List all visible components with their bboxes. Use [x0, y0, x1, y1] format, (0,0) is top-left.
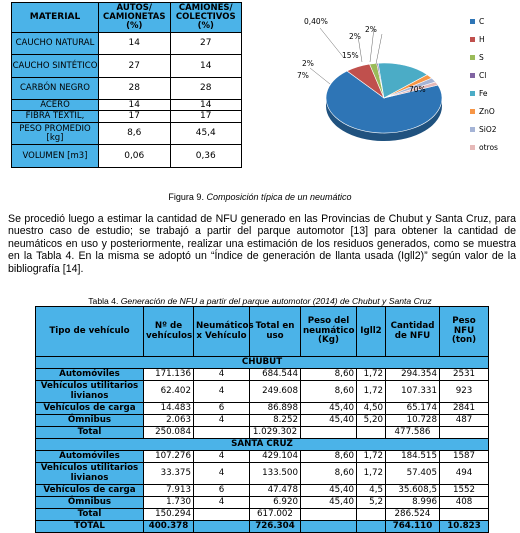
vehicle-type: Automóviles: [36, 451, 144, 463]
vehicle-type: Ómnibus: [36, 415, 144, 427]
legend-swatch: [470, 37, 475, 42]
nfu-quantity: 8.996: [386, 497, 440, 509]
vehicle-type: Automóviles: [36, 369, 144, 381]
material-autos-value: 8,6: [99, 123, 171, 145]
empty-cell: [440, 509, 489, 521]
nfu-quantity: 35.608,5: [386, 485, 440, 497]
igll2-value: 4,5: [357, 485, 386, 497]
material-camiones-value: 17: [170, 111, 242, 123]
material-name: VOLUMEN [m3]: [12, 145, 99, 168]
header-camiones-text: CAMIONES/ COLECTIVOS (%): [175, 3, 236, 31]
empty-cell: [194, 427, 250, 439]
header-camiones: [170, 3, 242, 33]
legend-label: otros: [479, 142, 498, 152]
pie-data-label-fe: 15%: [342, 51, 359, 60]
section-header-row: [36, 357, 489, 369]
nfu-quantity: 184.515: [386, 451, 440, 463]
vehicle-count: 14.483: [144, 403, 194, 415]
tires-per-vehicle: 6: [194, 485, 250, 497]
empty-cell: [357, 521, 386, 533]
total-in-use: 429.104: [250, 451, 301, 463]
legend-swatch: [470, 19, 475, 24]
material-name: FIBRA TEXTIL,: [12, 111, 99, 123]
legend-label: Cl: [479, 70, 487, 80]
col-peso: Peso del neumático (Kg): [301, 307, 357, 357]
total-in-use: 1.029.302: [250, 427, 301, 439]
vehicle-count: 7.913: [144, 485, 194, 497]
total-in-use: 8.252: [250, 415, 301, 427]
header-autos-text: AUTOS/ CAMIONETAS (%): [103, 3, 166, 31]
empty-cell: [301, 521, 357, 533]
legend-item-c: [470, 12, 518, 30]
header-autos: [99, 3, 171, 33]
tire-weight: 8,60: [301, 381, 357, 403]
table-row: [36, 485, 489, 497]
legend-swatch: [470, 73, 475, 78]
grand-total-label: TOTAL: [36, 521, 144, 533]
tire-weight: 8,60: [301, 463, 357, 485]
legend-item-fe: [470, 84, 518, 102]
total-in-use: 617.002: [250, 509, 301, 521]
legend-swatch: [470, 55, 475, 60]
material-name: PESO PROMEDIO [kg]: [12, 123, 99, 145]
grand-total-weight: 10.823: [440, 521, 489, 533]
legend-swatch: [470, 109, 475, 114]
grand-total-nfu: 764.110: [386, 521, 440, 533]
material-camiones-value: 0,36: [170, 145, 242, 168]
total-label: Total: [36, 509, 144, 521]
tires-per-vehicle: 6: [194, 403, 250, 415]
igll2-value: 1,72: [357, 369, 386, 381]
total-in-use: 249.608: [250, 381, 301, 403]
material-camiones-value: 45,4: [170, 123, 242, 145]
vehicle-count: 62.402: [144, 381, 194, 403]
total-nfu-quantity: 286.524: [386, 509, 440, 521]
empty-cell: [301, 509, 357, 521]
material-row: [12, 100, 242, 111]
pie-data-label-h: 7%: [297, 71, 309, 80]
table-caption-prefix: Tabla 4.: [88, 296, 119, 306]
tire-weight: 8,60: [301, 369, 357, 381]
material-row: [12, 123, 242, 145]
pie-data-label-zno: 2%: [349, 32, 361, 41]
legend-item-h: [470, 30, 518, 48]
total-vehicle-count: 250.084: [144, 427, 194, 439]
legend-swatch: [470, 145, 475, 150]
vehicle-count: 33.375: [144, 463, 194, 485]
legend-label: H: [479, 34, 485, 44]
empty-cell: [301, 427, 357, 439]
material-row: [12, 145, 242, 168]
vehicle-type: Vehículos de carga: [36, 485, 144, 497]
tires-per-vehicle: 4: [194, 369, 250, 381]
total-label: Total: [36, 427, 144, 439]
nfu-weight: 1552: [440, 485, 489, 497]
pie-leader-line: [320, 28, 344, 58]
material-row: [12, 55, 242, 78]
total-nfu-quantity: 477.586: [386, 427, 440, 439]
section-header-row: [36, 439, 489, 451]
table-row: [36, 381, 489, 403]
section-total-row: [36, 427, 489, 439]
tires-per-vehicle: 4: [194, 451, 250, 463]
igll2-value: 1,72: [357, 451, 386, 463]
grand-total-in-use: 726.304: [250, 521, 301, 533]
legend-label: C: [479, 16, 485, 26]
material-autos-value: 28: [99, 78, 171, 100]
nfu-quantity: 65.174: [386, 403, 440, 415]
material-autos-value: 14: [99, 100, 171, 111]
legend-item-sio2: [470, 120, 518, 138]
total-in-use: 86.898: [250, 403, 301, 415]
material-name: ACERO: [12, 100, 99, 111]
material-autos-value: 14: [99, 33, 171, 55]
legend-item-s: [470, 48, 518, 66]
material-name: CAUCHO NATURAL: [12, 33, 99, 55]
empty-cell: [194, 509, 250, 521]
material-row: [12, 111, 242, 123]
col-igll2: Igll2: [357, 307, 386, 357]
igll2-value: 4,50: [357, 403, 386, 415]
legend-label: SiO2: [479, 124, 497, 134]
pie-leader-line: [376, 34, 382, 64]
table-row: [36, 403, 489, 415]
tire-weight: 45,40: [301, 485, 357, 497]
section-title: SANTA CRUZ: [36, 439, 489, 451]
material-name: CARBÓN NEGRO: [12, 78, 99, 100]
total-in-use: 133.500: [250, 463, 301, 485]
figure-caption: [0, 192, 520, 202]
material-autos-value: 27: [99, 55, 171, 78]
legend-item-cl: [470, 66, 518, 84]
grand-total-vehicles: 400.378: [144, 521, 194, 533]
material-camiones-value: 14: [170, 100, 242, 111]
figure-caption-prefix: Figura 9.: [168, 192, 204, 202]
legend-label: S: [479, 52, 484, 62]
table-row: [36, 497, 489, 509]
section-total-row: [36, 509, 489, 521]
col-peso-nfu: Peso NFU (ton): [440, 307, 489, 357]
nfu-quantity: 10.728: [386, 415, 440, 427]
legend-label: Fe: [479, 88, 488, 98]
table-caption-title: Generación de NFU a partir del parque automotor (2014) de Chubut y Santa Cruz: [120, 296, 432, 306]
total-vehicle-count: 150.294: [144, 509, 194, 521]
pie-data-label-sio2: 2%: [365, 25, 377, 34]
tire-weight: 45,40: [301, 403, 357, 415]
vehicle-count: 171.136: [144, 369, 194, 381]
col-neumaticos: Neumáticos x Vehículo: [194, 307, 250, 357]
figure-caption-title: Composición típica de un neumático: [206, 192, 352, 202]
tires-per-vehicle: 4: [194, 497, 250, 509]
table-row: [36, 415, 489, 427]
material-camiones-value: 14: [170, 55, 242, 78]
col-tipo: Tipo de vehículo: [36, 307, 144, 357]
tires-per-vehicle: 4: [194, 415, 250, 427]
igll2-value: 5,2: [357, 497, 386, 509]
col-cantidad: Cantidad de NFU: [386, 307, 440, 357]
table-row: [36, 451, 489, 463]
material-camiones-value: 28: [170, 78, 242, 100]
igll2-value: 1,72: [357, 463, 386, 485]
vehicle-count: 1.730: [144, 497, 194, 509]
col-n-vehiculos: Nº de vehículos: [144, 307, 194, 357]
pie-data-label-s: 2%: [302, 59, 314, 68]
legend-swatch: [470, 91, 475, 96]
table-caption: [0, 296, 520, 306]
nfu-quantity: 107.331: [386, 381, 440, 403]
tire-weight: 45,40: [301, 415, 357, 427]
tire-weight: 8,60: [301, 451, 357, 463]
empty-cell: [440, 427, 489, 439]
material-autos-value: 0,06: [99, 145, 171, 168]
tires-per-vehicle: 4: [194, 381, 250, 403]
tires-per-vehicle: 4: [194, 463, 250, 485]
material-camiones-value: 27: [170, 33, 242, 55]
material-name: CAUCHO SINTÉTICO: [12, 55, 99, 78]
vehicle-count: 107.276: [144, 451, 194, 463]
vehicle-type: Vehículos utilitarios livianos: [36, 381, 144, 403]
vehicle-count: 2.063: [144, 415, 194, 427]
igll2-value: 1,72: [357, 381, 386, 403]
material-autos-value: 17: [99, 111, 171, 123]
col-total-uso: Total en uso: [250, 307, 301, 357]
tire-weight: 45,40: [301, 497, 357, 509]
nfu-weight: 494: [440, 463, 489, 485]
table-row: [36, 369, 489, 381]
body-paragraph: Se procedió luego a estimar la cantidad de NFU generado en las Provincias de Chubut y Santa Cruz, para nuestro caso de estudio; se trabajó a partir del parque automotor [13] para obtener la cantidad de neumáticos en uso y posteriormente, realizar una estimación de los residuos generados, como se muestra en la Tabla 4. En la misma se adoptó un “Índice de generación de llanta usada (Igll2)” según valor de la bibliografía [14].: [8, 213, 516, 275]
nfu-weight: 408: [440, 497, 489, 509]
material-composition-table: [11, 2, 242, 168]
nfu-quantity: 57.405: [386, 463, 440, 485]
empty-cell: [357, 509, 386, 521]
legend-swatch: [470, 127, 475, 132]
nfu-weight: 1587: [440, 451, 489, 463]
legend-item-zno: [470, 102, 518, 120]
nfu-weight: 487: [440, 415, 489, 427]
nfu-weight: 923: [440, 381, 489, 403]
nfu-weight: 2531: [440, 369, 489, 381]
pie-legend: [470, 12, 518, 156]
legend-item-otros: [470, 138, 518, 156]
material-row: [12, 78, 242, 100]
nfu-weight: 2841: [440, 403, 489, 415]
grand-total-row: [36, 521, 489, 533]
empty-cell: [357, 427, 386, 439]
pie-data-label-c: 70%: [409, 85, 426, 94]
pie-leader-line: [310, 68, 330, 84]
table-row: [36, 463, 489, 485]
total-in-use: 47.478: [250, 485, 301, 497]
pie-data-label-cl: 0,40%: [304, 17, 328, 26]
material-row: [12, 33, 242, 55]
tire-composition-pie-chart: [284, 6, 464, 176]
empty-cell: [194, 521, 250, 533]
nfu-generation-table: [35, 306, 489, 533]
vehicle-type: Vehículos utilitarios livianos: [36, 463, 144, 485]
vehicle-type: Vehículos de carga: [36, 403, 144, 415]
vehicle-type: Ómnibus: [36, 497, 144, 509]
total-in-use: 6.920: [250, 497, 301, 509]
total-in-use: 684.544: [250, 369, 301, 381]
legend-label: ZnO: [479, 106, 495, 116]
header-material: MATERIAL: [12, 3, 99, 33]
nfu-quantity: 294.354: [386, 369, 440, 381]
section-title: CHUBUT: [36, 357, 489, 369]
igll2-value: 5,20: [357, 415, 386, 427]
